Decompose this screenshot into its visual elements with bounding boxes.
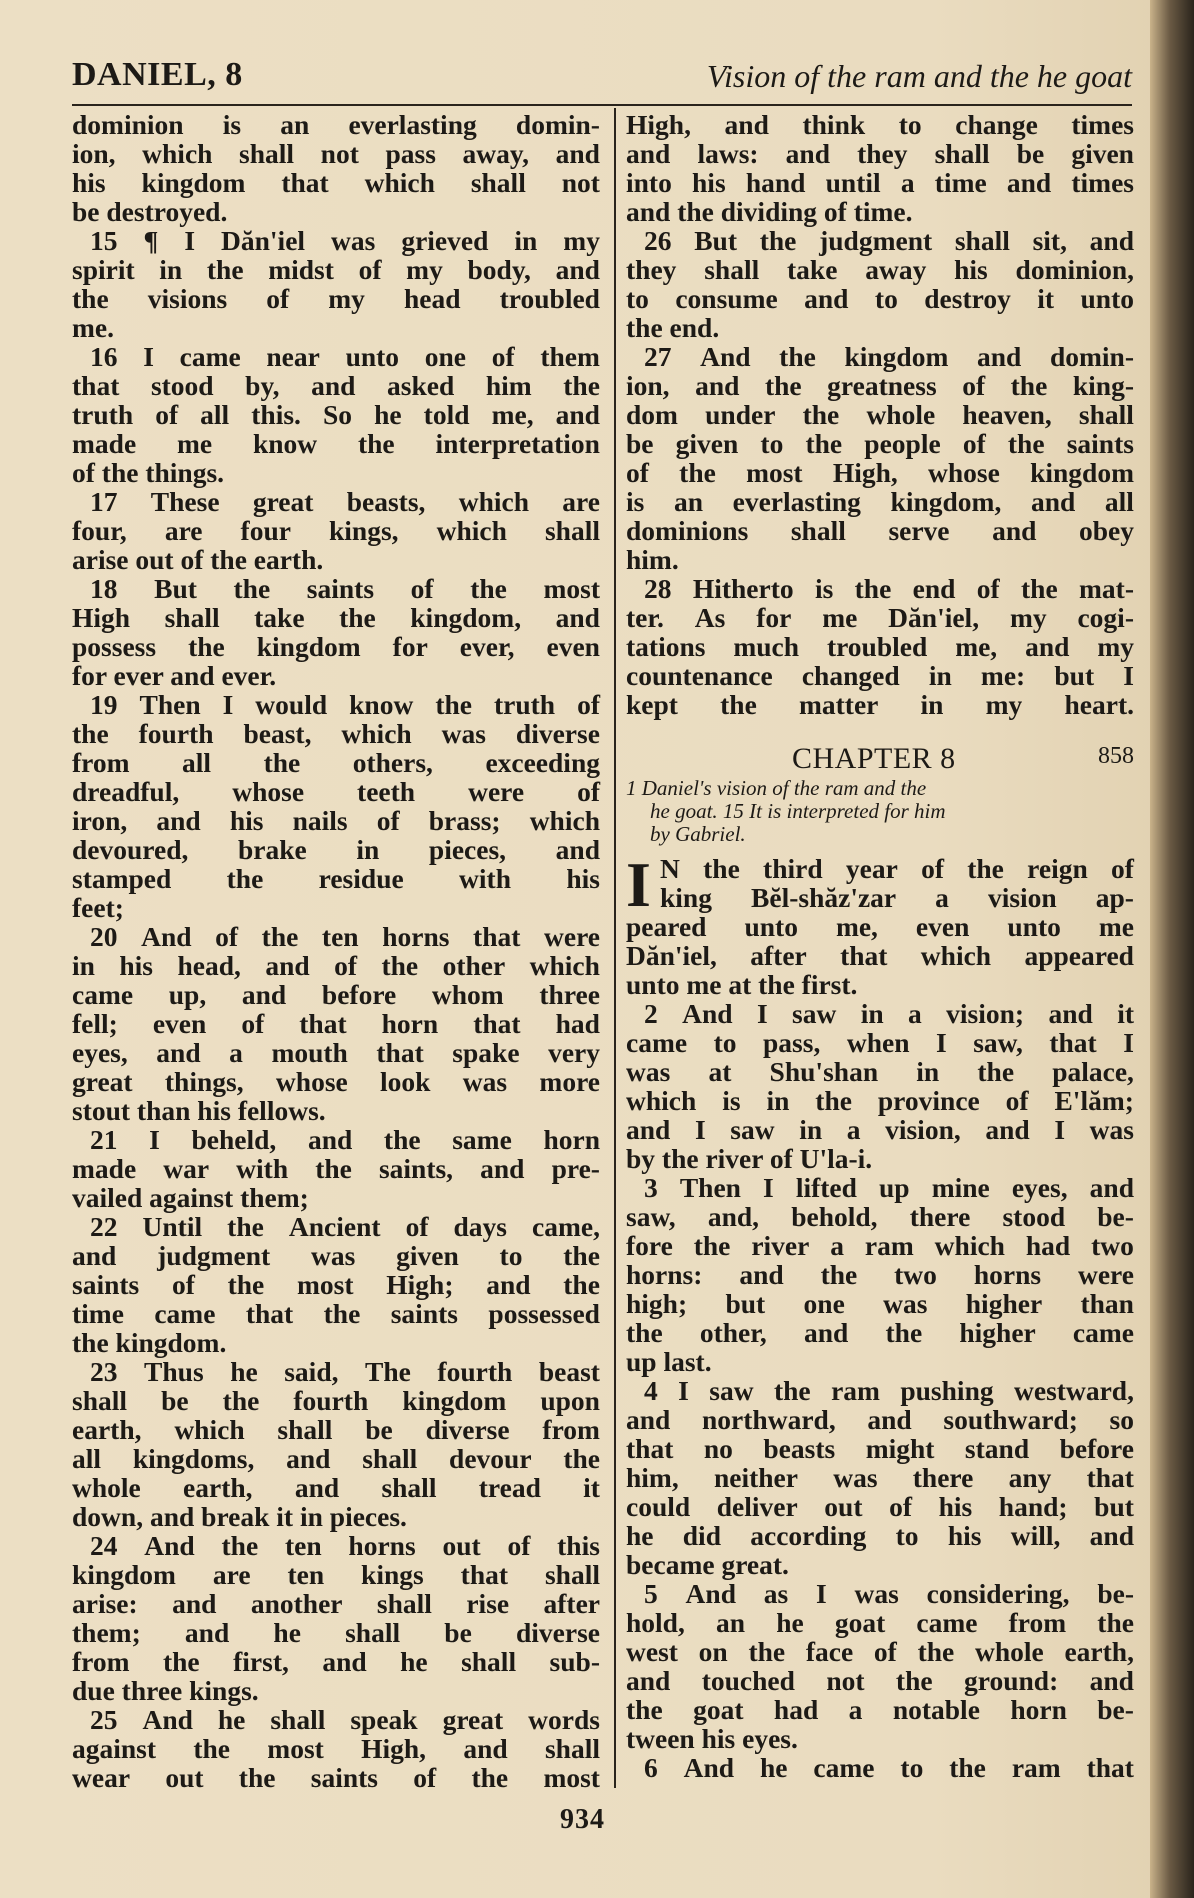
text-line: due three kings. [72, 1675, 259, 1706]
text-line: the kingdom. [72, 1327, 227, 1358]
page-binding-shadow [1150, 0, 1194, 1898]
text-line: whole earth, and shall tread it [72, 1472, 600, 1503]
text-line: could deliver out of his hand; but [626, 1491, 1134, 1522]
text-line: 24 And the ten horns out of this [90, 1530, 600, 1561]
text-line: tations much troubled me, and my [626, 631, 1134, 662]
text-line: 5 And as I was considering, be- [644, 1578, 1134, 1609]
text-line: be given to the people of the saints [626, 428, 1134, 459]
text-line: kingdom are ten kings that shall [72, 1559, 600, 1590]
text-line: arise: and another shall rise after [72, 1588, 600, 1619]
text-line: 18 But the saints of the most [90, 573, 600, 604]
chapter-summary [626, 777, 1134, 846]
text-line: down, and break it in pieces. [72, 1501, 407, 1532]
text-line: 15 ¶ I Dăn'iel was grieved in my [90, 225, 600, 256]
text-line: 19 Then I would know the truth of [90, 689, 600, 720]
text-line: and laws: and they shall be given [626, 138, 1134, 169]
text-line: 2 And I saw in a vision; and it [644, 998, 1134, 1029]
text-line: 16 I came near unto one of them [90, 341, 600, 372]
text-line: iron, and his nails of brass; which [72, 805, 600, 836]
text-line: fell; even of that horn that had [72, 1008, 600, 1039]
text-line: and the dividing of time. [626, 196, 913, 227]
text-line: unto me at the first. [626, 969, 858, 1000]
text-line: from all the others, exceeding [72, 747, 600, 778]
text-line: horns: and the two horns were [626, 1259, 1134, 1290]
text-line: by the river of U'la-i. [626, 1143, 873, 1174]
right-column-bottom [626, 849, 1134, 1783]
text-line: devoured, brake in pieces, and [72, 834, 600, 865]
text-line: for ever and ever. [72, 660, 277, 691]
text-line: came to pass, when I saw, that I [626, 1027, 1134, 1058]
text-line: wear out the saints of the most [72, 1762, 600, 1793]
page-number: 934 [560, 1804, 605, 1835]
text-line: 23 Thus he said, The fourth beast [90, 1356, 600, 1387]
text-line: is an everlasting kingdom, and all [626, 486, 1134, 517]
text-line: vailed against them; [72, 1182, 309, 1213]
text-line: stamped the residue with his [72, 863, 600, 894]
text-line: peared unto me, even unto me [626, 911, 1134, 942]
text-line: west on the face of the whole earth, [626, 1636, 1134, 1667]
text-line: 3 Then I lifted up mine eyes, and [644, 1172, 1134, 1203]
text-line: saints of the most High; and the [72, 1269, 600, 1300]
text-line: ion, and the greatness of the king- [626, 370, 1134, 401]
right-column [626, 110, 1134, 1782]
text-line: all kingdoms, and shall devour the [72, 1443, 600, 1474]
text-line: dreadful, whose teeth were of [72, 776, 600, 807]
text-line: saw, and, behold, there stood be- [626, 1201, 1134, 1232]
text-line: against the most High, and shall [72, 1733, 600, 1764]
text-line: and northward, and southward; so [626, 1404, 1134, 1435]
text-line: into his hand until a time and times [626, 167, 1134, 198]
text-line: they shall take away his dominion, [626, 254, 1134, 285]
text-line: came up, and before whom three [72, 979, 600, 1010]
text-line: high; but one was higher than [626, 1288, 1134, 1319]
text-line: the end. [626, 312, 720, 343]
text-line: spirit in the midst of my body, and [72, 254, 600, 285]
header-rule [72, 104, 1132, 106]
text-line: 21 I beheld, and the same horn [90, 1124, 600, 1155]
text-line: was at Shu'shan in the palace, [626, 1056, 1134, 1087]
text-line: he did according to his will, and [626, 1520, 1134, 1551]
text-line: of the things. [72, 457, 225, 488]
text-line: and judgment was given to the [72, 1240, 600, 1271]
text-line: arise out of the earth. [72, 544, 324, 575]
text-line: the visions of my head troubled [72, 283, 600, 314]
text-line: his kingdom that which shall not [72, 167, 600, 198]
text-line: fore the river a ram which had two [626, 1230, 1134, 1261]
text-line: time came that the saints possessed [72, 1298, 600, 1329]
summary-line: he goat. 15 It is interpreted for him [650, 799, 946, 823]
text-line: became great. [626, 1549, 789, 1580]
chapter-opening [626, 849, 1134, 1783]
text-line: in his head, and of the other which [72, 950, 600, 981]
summary-line: 1 Daniel's vision of the ram and the [626, 776, 927, 800]
left-column [72, 110, 600, 1792]
text-line: and touched not the ground: and [626, 1665, 1134, 1696]
text-line: N the third year of the reign of [660, 853, 1134, 884]
summary-line: by Gabriel. [650, 822, 746, 846]
text-line: him. [626, 544, 679, 575]
text-line: from the first, and he shall sub- [72, 1646, 600, 1677]
text-line: Dăn'iel, after that which appeared [626, 940, 1134, 971]
drop-cap: I [626, 849, 651, 920]
text-line: High, and think to change times [626, 109, 1134, 140]
text-line: 17 These great beasts, which are [90, 486, 600, 517]
text-line: ter. As for me Dăn'iel, my cogi- [626, 602, 1134, 633]
text-line: 6 And he came to the ram that [644, 1752, 1134, 1783]
text-line: that stood by, and asked him the [72, 370, 600, 401]
right-column-top [626, 110, 1134, 719]
text-line: 25 And he shall speak great words [90, 1704, 600, 1735]
text-line: 26 But the judgment shall sit, and [644, 225, 1134, 256]
chapter-reference-number: 858 [1098, 743, 1134, 769]
text-line: dominions shall serve and obey [626, 515, 1134, 546]
text-line: that no beasts might stand before [626, 1433, 1134, 1464]
page-topic-heading: Vision of the ram and the he goat [706, 58, 1132, 94]
text-line: up last. [626, 1346, 712, 1377]
text-line: shall be the fourth kingdom upon [72, 1385, 600, 1416]
text-line: 28 Hitherto is the end of the mat- [644, 573, 1134, 604]
text-line: made war with the saints, and pre- [72, 1153, 600, 1184]
text-line: tween his eyes. [626, 1723, 798, 1754]
text-line: them; and he shall be diverse [72, 1617, 600, 1648]
text-line: ion, which shall not pass away, and [72, 138, 600, 169]
text-line: the fourth beast, which was diverse [72, 718, 600, 749]
running-header [72, 56, 1132, 102]
text-line: great things, whose look was more [72, 1066, 600, 1097]
text-line: feet; [72, 892, 124, 923]
text-line: to consume and to destroy it unto [626, 283, 1134, 314]
text-line: 27 And the kingdom and domin- [644, 341, 1134, 372]
text-line: of the most High, whose kingdom [626, 457, 1134, 488]
book-chapter-heading: DANIEL, 8 [72, 56, 243, 93]
text-line: High shall take the kingdom, and [72, 602, 600, 633]
text-line: kept the matter in my heart. [626, 689, 1134, 720]
chapter-heading [626, 733, 1134, 777]
text-line: dominion is an everlasting domin- [72, 109, 600, 140]
text-line: which is in the province of E'lăm; [626, 1085, 1134, 1116]
text-line: hold, an he goat came from the [626, 1607, 1134, 1638]
chapter-title: CHAPTER 8 [792, 742, 956, 775]
text-line: made me know the interpretation [72, 428, 600, 459]
text-line: four, are four kings, which shall [72, 515, 600, 546]
text-line: king Bĕl-shăz'zar a vision ap- [660, 882, 1134, 913]
text-line: truth of all this. So he told me, and [72, 399, 600, 430]
text-line: me. [72, 312, 114, 343]
text-line: 22 Until the Ancient of days came, [90, 1211, 600, 1242]
text-line: possess the kingdom for ever, even [72, 631, 600, 662]
text-line: 20 And of the ten horns that were [90, 921, 600, 952]
text-line: dom under the whole heaven, shall [626, 399, 1134, 430]
column-divider [614, 108, 616, 1788]
text-line: eyes, and a mouth that spake very [72, 1037, 600, 1068]
text-line: stout than his fellows. [72, 1095, 326, 1126]
text-line: the goat had a notable horn be- [626, 1694, 1134, 1725]
text-line: him, neither was there any that [626, 1462, 1134, 1493]
text-line: countenance changed in me: but I [626, 660, 1134, 691]
text-line: 4 I saw the ram pushing westward, [644, 1375, 1134, 1406]
text-line: the other, and the higher came [626, 1317, 1134, 1348]
text-line: earth, which shall be diverse from [72, 1414, 600, 1445]
text-line: and I saw in a vision, and I was [626, 1114, 1134, 1145]
text-line: be destroyed. [72, 196, 228, 227]
